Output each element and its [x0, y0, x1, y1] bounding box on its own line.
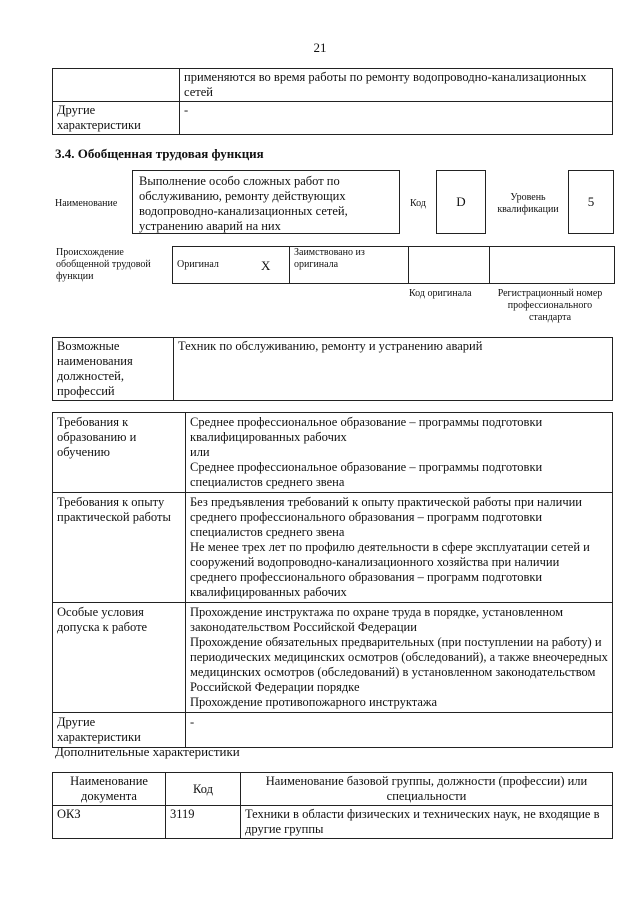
positions-table — [52, 337, 613, 401]
function-name-box — [132, 170, 400, 234]
original-code-cell — [409, 247, 490, 284]
code-value: D — [436, 170, 486, 234]
requirement-line: Без предъявления требований к опыту практической работы при наличии среднего профессионального образования – программ подготовки специалистов среднего звена — [190, 495, 582, 539]
requirement-line: Среднее профессиональное образование – программы подготовки специалистов среднего звена — [190, 460, 543, 489]
requirement-line: Прохождение противопожарного инструктажа — [190, 695, 438, 709]
original-code-caption: Код оригинала — [409, 288, 472, 299]
code-label: Код — [410, 198, 426, 209]
table-cell: 3119 — [166, 806, 241, 839]
table-row — [53, 413, 613, 493]
reg-number-cell — [490, 247, 615, 284]
column-header: Наименование документа — [53, 773, 166, 806]
table-row — [53, 69, 613, 102]
origin-table — [52, 246, 615, 284]
positions-value: Техник по обслуживанию, ремонту и устранению аварий — [174, 338, 613, 401]
requirement-label: Требования к опыту практической работы — [53, 493, 186, 603]
table-row — [53, 102, 613, 135]
requirement-value: - — [186, 713, 613, 748]
table-cell: - — [180, 102, 613, 135]
requirement-line: Прохождение обязательных предварительных (при поступлении на работу) и периодических медицинских осмотров (обследований), а также внеочередных медицинских осмотров (обследований) в установленном законодательством Российской Федерации порядке — [190, 635, 608, 694]
requirement-value — [186, 603, 613, 713]
function-name: Выполнение особо сложных работ по обслуживанию, ремонту действующих водопроводно-канализационных сетей, устранению аварий на них — [139, 174, 348, 233]
requirement-label: Требования к образованию и обучению — [53, 413, 186, 493]
table-cell: Другие характеристики — [53, 102, 180, 135]
level-value: 5 — [568, 170, 614, 234]
column-header: Наименование базовой группы, должности (профессии) или специальности — [241, 773, 613, 806]
table-cell: ОКЗ — [53, 806, 166, 839]
requirement-label: Особые условия допуска к работе — [53, 603, 186, 713]
requirement-line: или — [190, 445, 210, 459]
requirement-line: Среднее профессиональное образование – программы подготовки квалифицированных рабочих — [190, 415, 543, 444]
requirement-value — [186, 413, 613, 493]
column-header: Код — [166, 773, 241, 806]
table-cell — [53, 69, 180, 102]
continuation-table — [52, 68, 613, 135]
requirement-value — [186, 493, 613, 603]
requirement-label: Другие характеристики — [53, 713, 186, 748]
table-row — [53, 338, 613, 401]
additional-table — [52, 772, 613, 839]
borrowed-label: Заимствовано из оригинала — [290, 247, 409, 284]
table-row — [53, 603, 613, 713]
table-row — [53, 493, 613, 603]
additional-title: Дополнительные характеристики — [55, 744, 240, 759]
reg-number-caption: Регистрационный номер профессионального стандарта — [497, 288, 603, 323]
table-row — [53, 713, 613, 748]
table-row — [52, 247, 615, 284]
original-mark: X — [257, 247, 290, 284]
origin-label: Происхождение обобщенной трудовой функции — [56, 247, 151, 282]
level-label: Уровень квалификации — [497, 192, 559, 215]
table-cell: Техники в области физических и технических наук, не входящие в другие группы — [241, 806, 613, 839]
table-cell: применяются во время работы по ремонту водопроводно-канализационных сетей — [180, 69, 613, 102]
section-title: 3.4. Обобщенная трудовая функция — [55, 146, 264, 161]
requirement-line: Не менее трех лет по профилю деятельности в сфере эксплуатации сетей и сооружений водопроводно-канализационного хозяйства при наличии среднего профессионального образования – программ подготовки квалифицированных рабочих — [190, 540, 590, 599]
name-label: Наименование — [55, 198, 118, 209]
original-label: Оригинал — [173, 247, 258, 284]
table-header-row — [53, 773, 613, 806]
requirement-line: Прохождение инструктажа по охране труда в порядке, установленном законодательством Российской Федерации — [190, 605, 564, 634]
requirements-table — [52, 412, 613, 748]
positions-label: Возможные наименования должностей, профессий — [53, 338, 174, 401]
page-number: 21 — [313, 40, 327, 55]
table-row — [53, 806, 613, 839]
